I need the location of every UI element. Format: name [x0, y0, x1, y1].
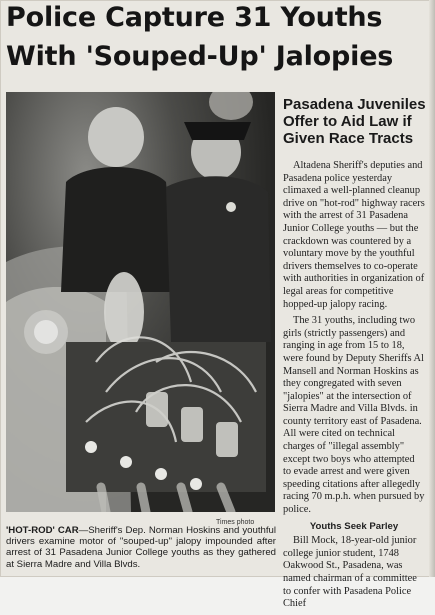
article-paragraph: The 31 youths, including two girls (strictly passengers) and ranging in age from 15 to 18, were found by Deputy Sheriffs Al Mansell and Norman Hoskins as they congregated with seven "jalopies" at the intersection of Sierra Madre and Villa Blvds. in county territory east of Pasadena. All were cited on technical charges of "illegal assembly" except two boys who attempted to evade arrest and were given speeding citations after allegedly racing 70 m.p.h. when pursued by police.	[283, 315, 425, 516]
page-edge	[429, 0, 435, 577]
headline-line-2: With 'Souped-Up' Jalopies	[6, 41, 394, 72]
photo-credit: Times photo	[216, 519, 255, 526]
engine-photo-illustration	[6, 92, 275, 512]
article-paragraph: Altadena Sheriff's deputies and Pasadena police yesterday climaxed a well-planned cleanup drive on "hot-rod" highway racers with the arrest of 31 Pasadena Junior College youths — but the crackdown was countered by a voluntary move by the youthful drivers themselves to co-operate with authorities in organization of legal areas for competitive hopped-up jalopy racing.	[283, 160, 425, 310]
article-subhead: Pasadena Juveniles Offer to Aid Law if Given Race Tracts	[283, 96, 426, 147]
photo-caption	[6, 525, 276, 570]
caption-lead: 'HOT-ROD' CAR	[6, 525, 79, 536]
article-body	[283, 160, 425, 615]
article-crosshead: Youths Seek Parley	[309, 520, 399, 532]
engine-photo	[6, 92, 275, 512]
headline	[6, 4, 430, 70]
caption-text: —Sheriff's Dep. Norman Hoskins and youthful drivers examine motor of "souped-up" jalopy impounded after arrest of 31 Pasadena Junior College youths as they gathered at Sierra Madre and Villa Blvds.	[6, 525, 276, 570]
article-paragraph: Bill Mock, 18-year-old junior college junior student, 1748 Oakwood St., Pasadena, was named chairman of a committee to confer with Pasadena Police Chief	[283, 535, 417, 610]
headline-line-1: Police Capture 31 Youths	[6, 2, 383, 33]
